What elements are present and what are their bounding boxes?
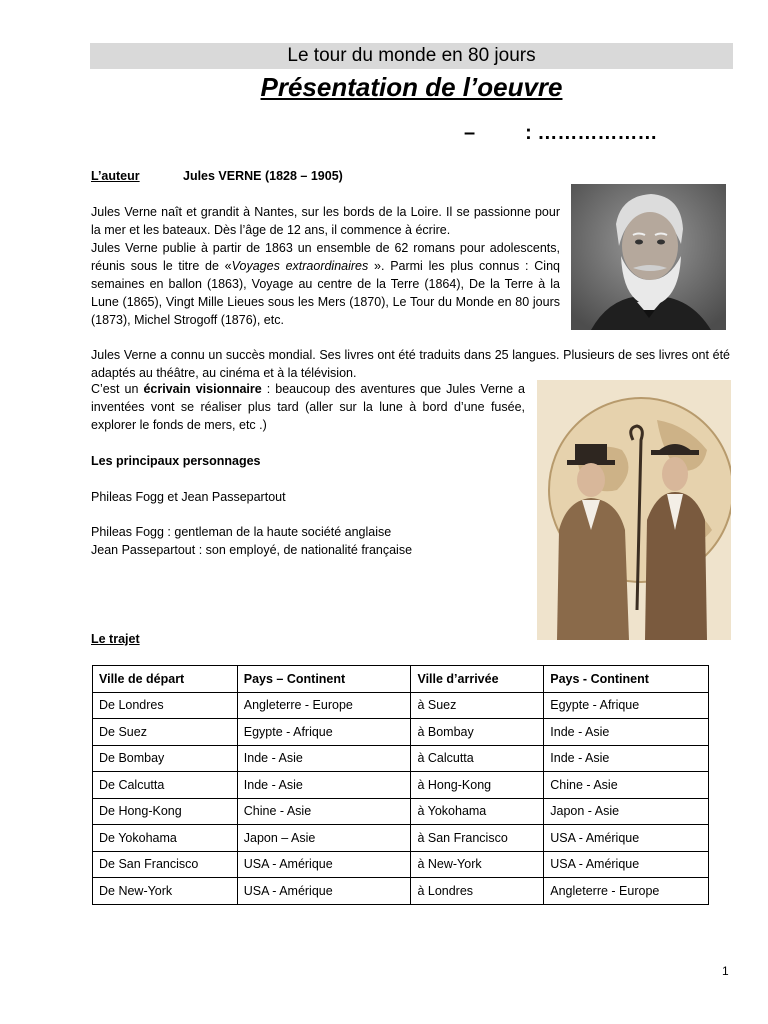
- table-cell: USA - Amérique: [237, 878, 411, 905]
- table-cell: De Bombay: [93, 745, 238, 772]
- table-cell: Angleterre - Europe: [544, 878, 709, 905]
- table-cell: à Londres: [411, 878, 544, 905]
- table-cell: De Suez: [93, 719, 238, 746]
- header-cell: Ville de départ: [93, 666, 238, 693]
- table-cell: USA - Amérique: [544, 851, 709, 878]
- table-cell: De New-York: [93, 878, 238, 905]
- table-cell: Chine - Asie: [544, 772, 709, 799]
- author-paragraph-3: Jules Verne a connu un succès mondial. Ses livres ont été traduits dans 25 langues. Plusieurs de ses livres ont été adaptés au théâtre, au cinéma et à la télévision.: [91, 348, 730, 380]
- character-passepartout: Jean Passepartout : son employé, de nationalité française: [91, 543, 413, 557]
- table-cell: Angleterre - Europe: [237, 692, 411, 719]
- table-cell: De San Francisco: [93, 851, 238, 878]
- document-title: Le tour du monde en 80 jours: [90, 43, 733, 69]
- table-cell: Egypte - Afrique: [544, 692, 709, 719]
- header-cell: Ville d’arrivée: [411, 666, 544, 693]
- author-paragraph-4: [91, 380, 525, 434]
- table-cell: à San Francisco: [411, 825, 544, 852]
- table-header-row: [93, 666, 709, 693]
- table-cell: Inde - Asie: [544, 719, 709, 746]
- table-cell: USA - Amérique: [237, 851, 411, 878]
- author-label: L’auteur: [91, 169, 140, 183]
- table-row: [93, 772, 709, 799]
- table-cell: Japon - Asie: [544, 798, 709, 825]
- fogg-passepartout-illustration: [537, 380, 731, 640]
- table-cell: Japon – Asie: [237, 825, 411, 852]
- table-row: [93, 798, 709, 825]
- table-cell: Inde - Asie: [237, 772, 411, 799]
- table-cell: à Suez: [411, 692, 544, 719]
- author-name: Jules VERNE (1828 – 1905): [183, 169, 343, 183]
- p2-end: ». Parmi les plus connus : Cinq semaines en ballon (1863), Voyage au centre de la Terre (1864), De la Terre à la Lune (1865), Vingt Mille Lieues sous les Mers (1870), Le Tour du Monde en 80 jours (1873), Michel Strogoff (1876), etc.: [91, 259, 560, 327]
- p2-italic: Voyages extraordinaires: [231, 259, 369, 273]
- header-cell: Pays – Continent: [237, 666, 411, 693]
- jules-verne-portrait: [571, 184, 726, 330]
- author-paragraph-2: [91, 239, 560, 329]
- table-row: [93, 825, 709, 852]
- table-row: [93, 745, 709, 772]
- table-row: [93, 851, 709, 878]
- p4-start: C’est un: [91, 382, 144, 396]
- table-cell: De Hong-Kong: [93, 798, 238, 825]
- name-fill-line: – : ………………: [464, 122, 658, 144]
- p4-bold: écrivain visionnaire: [143, 382, 262, 396]
- p2-start: Jules Verne publie à partir de 1863 un ensemble de 62 romans pour adolescents, réunis sous le titre de «: [91, 241, 560, 273]
- table-row: [93, 878, 709, 905]
- table-row: [93, 719, 709, 746]
- author-paragraph-1: Jules Verne naît et grandit à Nantes, sur les bords de la Loire. Il se passionne pour la mer et les bateaux. Dès l’âge de 12 ans, il commence à écrire.: [91, 205, 560, 237]
- trajet-table: [92, 665, 709, 905]
- table-cell: USA - Amérique: [544, 825, 709, 852]
- table-cell: De Londres: [93, 692, 238, 719]
- table-cell: Chine - Asie: [237, 798, 411, 825]
- character-fogg: Phileas Fogg : gentleman de la haute société anglaise: [91, 525, 392, 539]
- table-cell: De Yokohama: [93, 825, 238, 852]
- table-cell: Inde - Asie: [237, 745, 411, 772]
- characters-heading: Les principaux personnages: [91, 454, 261, 468]
- table-cell: Egypte - Afrique: [237, 719, 411, 746]
- table-cell: à Calcutta: [411, 745, 544, 772]
- table-row: [93, 692, 709, 719]
- trajet-heading: Le trajet: [91, 632, 140, 646]
- table-cell: à Bombay: [411, 719, 544, 746]
- characters-names: Phileas Fogg et Jean Passepartout: [91, 490, 286, 504]
- p4-end: : beaucoup des aventures que Jules Verne a inventées vont se réaliser plus tard (aller sur la lune à bord d’une fusée, explorer le fonds de mers, etc .): [91, 382, 525, 432]
- document-subtitle: Présentation de l’oeuvre: [260, 72, 563, 102]
- table-cell: Inde - Asie: [544, 745, 709, 772]
- page-number: 1: [722, 964, 729, 978]
- table-cell: à Yokohama: [411, 798, 544, 825]
- table-cell: De Calcutta: [93, 772, 238, 799]
- header-cell: Pays - Continent: [544, 666, 709, 693]
- table-cell: à New-York: [411, 851, 544, 878]
- table-cell: à Hong-Kong: [411, 772, 544, 799]
